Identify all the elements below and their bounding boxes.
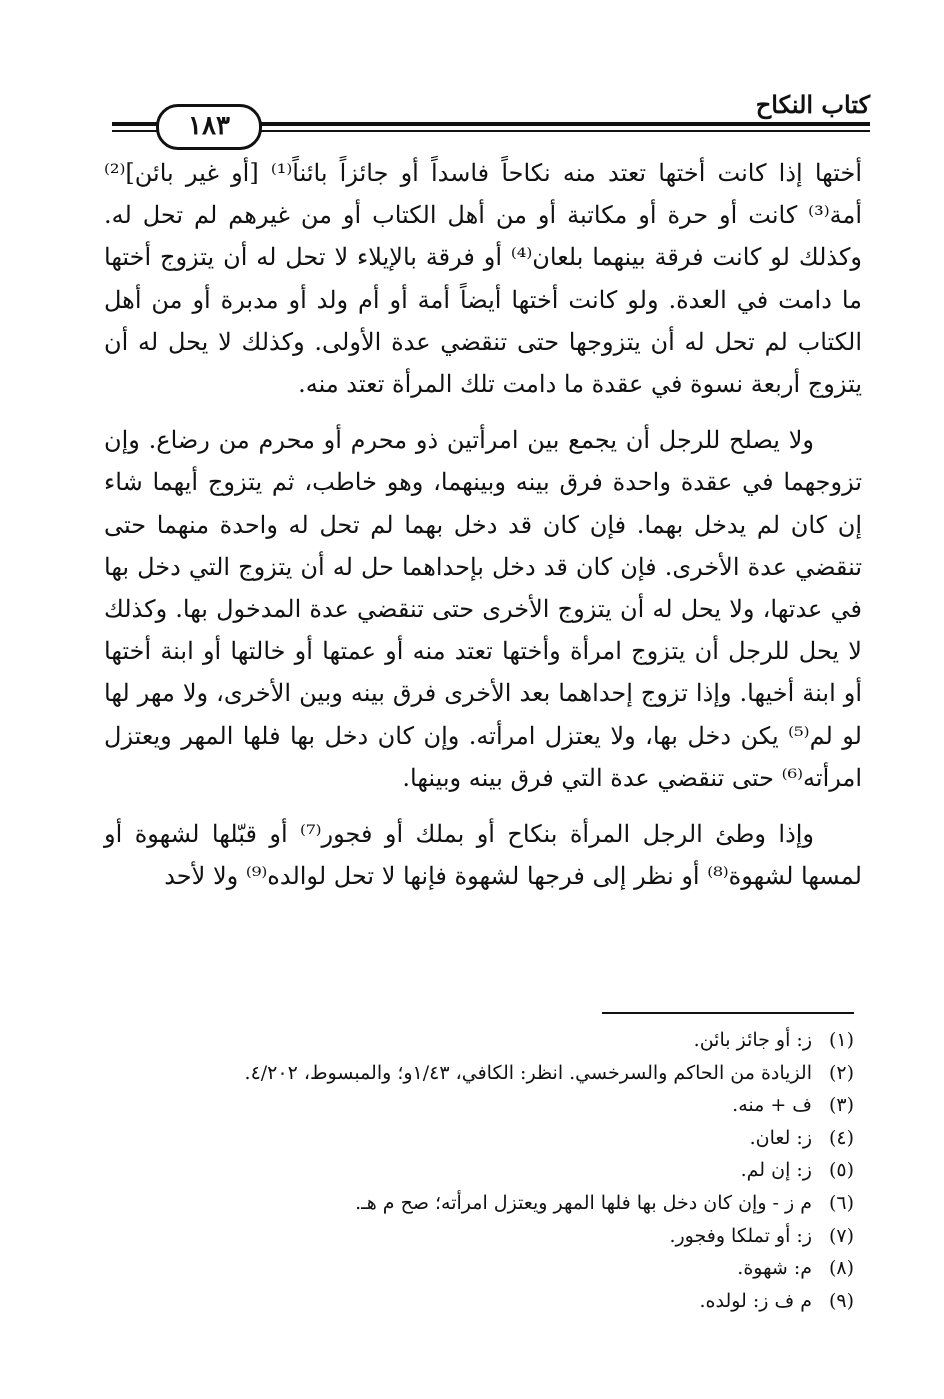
footnote-number: (١) (828, 1029, 854, 1051)
footnote-text: الزيادة من الحاكم والسرخسي. انظر: الكافي، ١/٤٣و؛ والمبسوط، ٤/٢٠٢. (244, 1061, 812, 1084)
footnote-text: م ف ز: لولده. (699, 1289, 812, 1312)
footnote-text: ز: أو تملكا وفجور. (669, 1224, 812, 1247)
footnote (150, 1024, 854, 1057)
footnote-separator (602, 1012, 854, 1014)
footnote-number: (٦) (828, 1191, 854, 1214)
footnote-text: ف + منه. (732, 1094, 812, 1117)
main-text (104, 152, 862, 911)
footnote-number: (٩) (828, 1289, 854, 1312)
footnote-text: م: شهوة. (737, 1257, 812, 1280)
footnote-text: ز: إن لم. (740, 1159, 812, 1182)
footnote (150, 1252, 854, 1285)
footnote-number: (٥) (828, 1159, 854, 1182)
footnote (150, 1187, 854, 1220)
footnote-number: (٣) (828, 1094, 854, 1117)
paragraph: ولا يصلح للرجل أن يجمع بين امرأتين ذو محرم أو محرم من رضاع. وإن تزوجهما في عقدة واحدة فرق بينه وبينهما، وهو خاطب، ثم يتزوج أيهما شاء إن كان لم يدخل بهما. فإن كان قد دخل بهما لم تحل له واحدة منهما حتى تنقضي عدة الأخرى. فإن كان قد دخل بإحداهما حل له أن يتزوج التي دخل بها في عدتها، ولا يحل له أن يتزوج الأخرى حتى تنقضي عدة المدخول بها. وكذلك لا يحل للرجل أن يتزوج امرأة وأختها تعتد منه أو عمتها أو خالتها أو ابنة أختها أو ابنة أخيها. وإذا تزوج إحداهما بعد الأخرى فرق بينه وبين الأخرى، ولا مهر لها لو لم⁽⁵⁾ يكن دخل بها، ولا يعتزل امرأته. وإن كان دخل بها فلها المهر ويعتزل امرأته⁽⁶⁾ حتى تنقضي عدة التي فرق بينه وبينها. (104, 426, 863, 792)
footnotes (150, 1024, 854, 1317)
footnote-number: (٤) (828, 1126, 854, 1149)
footnote (150, 1285, 854, 1318)
footnote (150, 1057, 854, 1090)
page-header (112, 84, 870, 144)
paragraph: وإذا وطئ الرجل المرأة بنكاح أو بملك أو فجور⁽⁷⁾ أو قبّلها لشهوة أو لمسها لشهوة⁽⁸⁾ أو نظر إلى فرجها لشهوة فإنها لا تحل لوالده⁽⁹⁾ ولا لأحد (104, 820, 862, 891)
footnote-number: (٨) (828, 1257, 854, 1280)
footnote (150, 1154, 854, 1187)
footnote (150, 1122, 854, 1155)
book-title: كتاب النكاح (755, 90, 870, 119)
footnote-number: (٧) (828, 1224, 854, 1247)
footnote-text: ز: أو جائز بائن. (693, 1029, 812, 1051)
footnote-text: م ز - وإن كان دخل بها فلها المهر ويعتزل امرأته؛ صح م هـ. (355, 1191, 812, 1214)
footnote (150, 1089, 854, 1122)
paragraph: أختها إذا كانت أختها تعتد منه نكاحاً فاسداً أو جائزاً بائناً⁽¹⁾ [أو غير بائن]⁽²⁾ أمة⁽³⁾ كانت أو حرة أو مكاتبة أو من أهل الكتاب أو من غيرهم لم تحل له. وكذلك لو كانت فرقة بينهما بلعان⁽⁴⁾ أو فرقة بالإيلاء لا تحل له أن يتزوج أختها ما دامت في العدة. ولو كانت أختها أيضاً أمة أو أم ولد أو مدبرة أو من أهل الكتاب لم تحل له أن يتزوجها حتى تنقضي عدة الأولى. وكذلك لا يحل له أن يتزوج أربعة نسوة في عقدة ما دامت تلك المرأة تعتد منه. (104, 159, 862, 399)
footnote (150, 1220, 854, 1253)
footnote-number: (٢) (828, 1061, 854, 1084)
footnote-text: ز: لعان. (749, 1126, 812, 1149)
page-number: ١٨٣ (156, 104, 262, 150)
